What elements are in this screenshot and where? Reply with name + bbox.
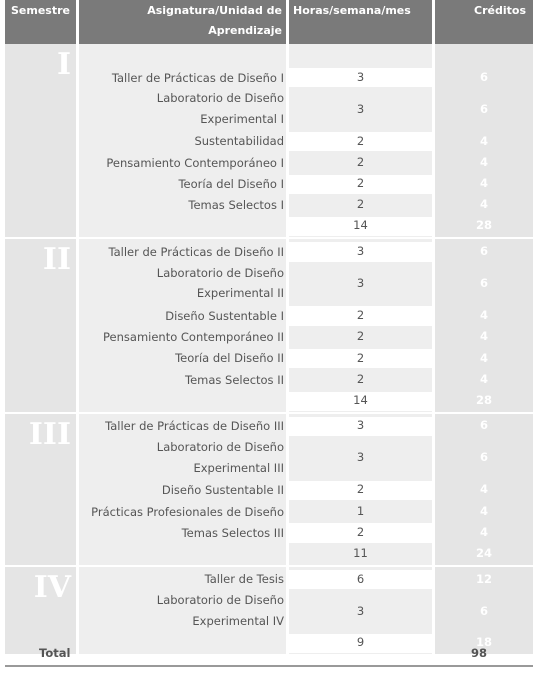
subject-line: Experimental II bbox=[196, 286, 284, 301]
subject-line: Temas Selectos III bbox=[181, 525, 284, 540]
total-credits: 98 bbox=[471, 646, 488, 660]
credits-value: 4 bbox=[479, 176, 488, 191]
semester-numeral bbox=[0, 242, 75, 278]
subject-name bbox=[112, 68, 284, 89]
subject-name bbox=[157, 437, 284, 478]
credits-value: 6 bbox=[479, 418, 488, 433]
subject-name bbox=[157, 263, 284, 304]
credits-value: 6 bbox=[479, 244, 488, 259]
subject-line: Diseño Sustentable I bbox=[165, 308, 284, 323]
header-asignatura bbox=[79, 0, 286, 44]
subject-name bbox=[108, 242, 284, 263]
subject-line: Laboratorio de Diseño bbox=[156, 440, 284, 455]
subject-name bbox=[175, 348, 284, 369]
hours-value: 1 bbox=[356, 503, 365, 518]
subject-name bbox=[205, 569, 284, 590]
subtotal-credits: 28 bbox=[475, 392, 492, 407]
semester-numeral bbox=[0, 47, 75, 82]
hours-value: 3 bbox=[356, 603, 365, 618]
hours-value: 2 bbox=[356, 176, 365, 191]
subject-name bbox=[194, 131, 284, 152]
credits-value: 4 bbox=[479, 482, 488, 497]
hours-value: 3 bbox=[356, 276, 365, 290]
semester-numeral bbox=[0, 416, 75, 452]
subject-name bbox=[91, 502, 284, 523]
hours-value: 2 bbox=[356, 482, 365, 497]
header-creditos-label: Créditos bbox=[474, 4, 526, 17]
credits-value: 4 bbox=[479, 503, 488, 518]
subject-line: Prácticas Profesionales de Diseño bbox=[91, 504, 284, 519]
subject-line: Laboratorio de Diseño bbox=[156, 593, 284, 608]
credits-value: 4 bbox=[479, 307, 488, 322]
credits-value: 6 bbox=[479, 450, 488, 465]
header-semestre bbox=[5, 0, 76, 44]
hours-value: 2 bbox=[356, 307, 365, 322]
subject-line: Diseño Sustentable II bbox=[161, 483, 284, 498]
hours-value: 2 bbox=[356, 350, 365, 365]
header-asignatura-line1: Asignatura/Unidad de bbox=[147, 4, 282, 17]
subtotal-hours: 14 bbox=[353, 392, 368, 407]
hours-value: 3 bbox=[356, 450, 365, 465]
credits-value: 4 bbox=[479, 329, 488, 344]
semester-numeral-text: III bbox=[28, 416, 71, 452]
subtotal-credits: 18 bbox=[475, 634, 492, 649]
hours-value: 2 bbox=[356, 524, 365, 539]
subject-name bbox=[182, 523, 284, 544]
subject-name bbox=[185, 370, 284, 391]
hours-value: 6 bbox=[356, 571, 365, 586]
subject-name bbox=[105, 416, 284, 437]
subject-line: Pensamiento Contemporáneo II bbox=[103, 330, 284, 345]
hours-value: 2 bbox=[356, 154, 365, 169]
header-asignatura-line2: Aprendizaje bbox=[208, 24, 282, 37]
semester-numeral-text: IV bbox=[33, 569, 71, 605]
subject-line: Taller de Tesis bbox=[204, 572, 284, 587]
credits-value: 12 bbox=[475, 571, 492, 586]
hours-value: 2 bbox=[356, 133, 365, 148]
subtotal-hours: 11 bbox=[353, 545, 368, 560]
hours-value: 2 bbox=[356, 371, 365, 386]
subject-line: Sustentabilidad bbox=[194, 134, 284, 149]
total-label: Total bbox=[39, 646, 71, 660]
credits-value: 4 bbox=[479, 154, 488, 169]
hours-value: 3 bbox=[356, 69, 365, 84]
subject-line: Temas Selectos I bbox=[188, 198, 284, 213]
credits-value: 6 bbox=[479, 276, 488, 290]
credits-value: 6 bbox=[479, 603, 488, 618]
hours-value: 3 bbox=[356, 101, 365, 116]
subject-line: Experimental III bbox=[193, 460, 284, 475]
subject-line: Taller de Prácticas de Diseño III bbox=[105, 419, 284, 434]
subtotal-hours: 9 bbox=[356, 634, 365, 649]
subject-line: Experimental IV bbox=[192, 613, 284, 628]
subject-name bbox=[106, 153, 284, 174]
subject-line: Teoría del Diseño I bbox=[178, 177, 284, 191]
total-row bbox=[5, 644, 533, 664]
header-semestre-label: Semestre bbox=[11, 4, 70, 17]
subtotal-hours: 14 bbox=[353, 218, 368, 233]
credits-value: 4 bbox=[479, 350, 488, 365]
hours-value: 2 bbox=[356, 329, 365, 344]
bottom-rule bbox=[5, 665, 533, 667]
semester-numeral bbox=[0, 569, 75, 605]
hours-value: 3 bbox=[356, 244, 365, 259]
subtotal-credits: 28 bbox=[475, 218, 492, 233]
header-creditos bbox=[435, 0, 533, 44]
subject-name bbox=[188, 195, 284, 216]
subject-name bbox=[157, 88, 284, 129]
subject-name bbox=[157, 590, 284, 631]
subject-name bbox=[103, 327, 284, 348]
credits-value: 4 bbox=[479, 371, 488, 386]
subject-line: Taller de Prácticas de Diseño I bbox=[111, 70, 284, 85]
semester-numeral-text: II bbox=[42, 242, 71, 278]
credits-value: 4 bbox=[479, 524, 488, 539]
subject-line: Laboratorio de Diseño bbox=[156, 265, 284, 280]
credits-column-bg bbox=[435, 239, 533, 411]
subject-line: Pensamiento Contemporáneo I bbox=[106, 155, 284, 170]
hours-value: 2 bbox=[356, 197, 365, 212]
subject-line: Temas Selectos II bbox=[185, 372, 284, 387]
header-horas-label: Horas/semana/mes bbox=[293, 4, 411, 17]
credits-value: 4 bbox=[479, 197, 488, 212]
subject-name bbox=[165, 306, 284, 327]
subtotal-credits: 24 bbox=[475, 545, 492, 560]
subject-line: Teoría del Diseño II bbox=[175, 351, 284, 366]
hours-value: 3 bbox=[356, 418, 365, 433]
header-horas bbox=[289, 0, 432, 44]
credits-value: 6 bbox=[479, 101, 488, 116]
subject-name bbox=[178, 174, 284, 195]
semester-numeral-text: I bbox=[56, 47, 71, 82]
subject-line: Laboratorio de Diseño bbox=[156, 91, 284, 106]
subject-name bbox=[162, 480, 284, 501]
subject-line: Taller de Prácticas de Diseño II bbox=[108, 244, 284, 259]
subject-line: Experimental I bbox=[200, 111, 284, 126]
credits-value: 6 bbox=[479, 69, 488, 84]
credits-value: 4 bbox=[479, 133, 488, 148]
